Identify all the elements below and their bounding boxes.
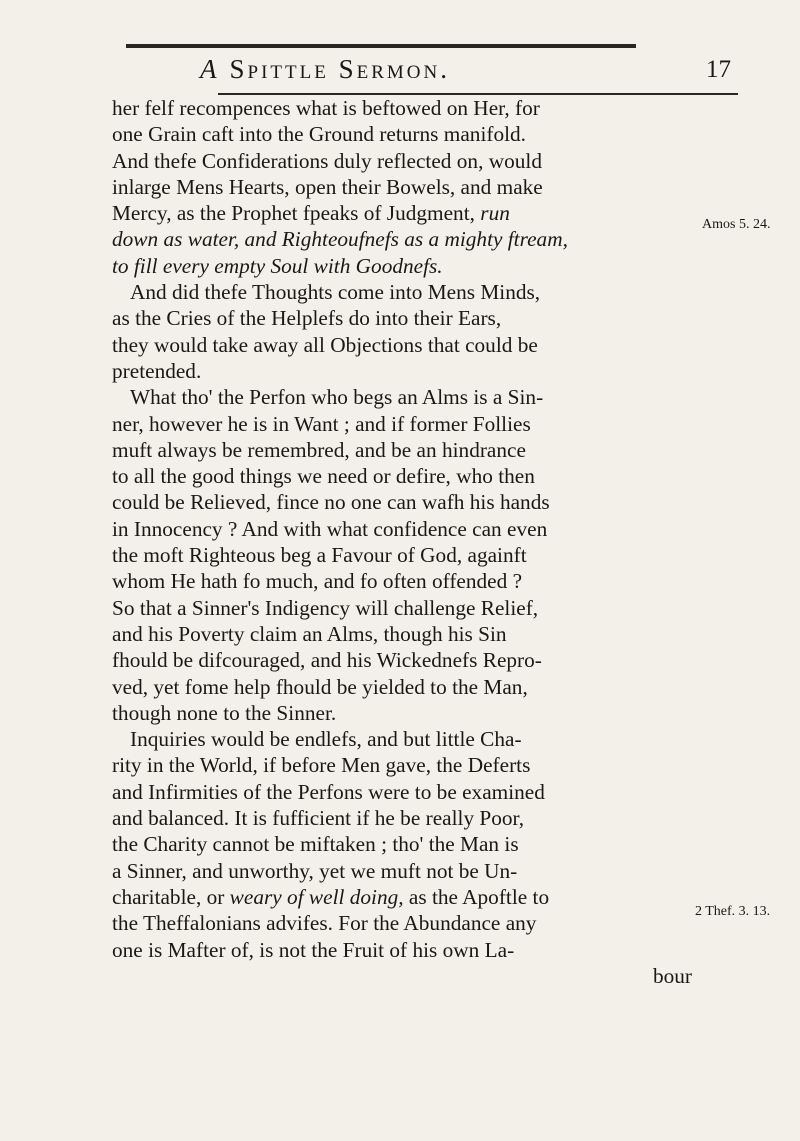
text-line: as the Cries of the Helplefs do into their Ears, (112, 306, 502, 331)
paragraph-start: And did thefe Thoughts come into Mens Minds, (130, 280, 541, 305)
top-rule (126, 44, 636, 48)
text-line: rity in the World, if before Men gave, the Deferts (112, 753, 531, 778)
running-header (200, 54, 740, 94)
text-line: one Grain caft into the Ground returns manifold. (112, 122, 526, 147)
text-line: inlarge Mens Hearts, open their Bowels, and make (112, 174, 543, 199)
paragraph-start: What tho' the Perfon who begs an Alms is a Sin- (130, 385, 544, 410)
scripture-quote: run (480, 201, 510, 226)
text-line: whom He hath fo much, and fo often offended ? (112, 569, 523, 594)
catchword: bour (652, 963, 692, 988)
text-line: the moft Righteous beg a Favour of God, againft (112, 543, 527, 568)
scripture-quote-line: to fill every empty Soul with Goodnefs. (112, 253, 443, 278)
scripture-quote: weary of well doing, (229, 884, 404, 909)
text-line: Mercy, as the Prophet fpeaks of Judgment, run (112, 201, 510, 226)
margin-reference-thessalonians: 2 Thef. 3. 13. (695, 904, 771, 919)
text-line: they would take away all Objections that could be (112, 332, 538, 357)
scripture-quote-line: down as water, and Righteoufnefs as a mighty ftream, (112, 227, 568, 252)
text-line: ved, yet fome help fhould be yielded to the Man, (112, 674, 528, 699)
text-line: to all the good things we need or defire, who then (112, 464, 535, 489)
text-line: her felf recompences what is beftowed on Her, for (112, 96, 540, 120)
text-line: ner, however he is in Want ; and if former Follies (112, 411, 531, 436)
paragraph-start: Inquiries would be endlefs, and but little Cha- (130, 727, 522, 752)
text-line: And thefe Confiderations duly reflected on, would (112, 148, 542, 173)
text-line: So that a Sinner's Indigency will challenge Relief, (112, 595, 539, 620)
text-line: pretended. (112, 358, 202, 383)
text-line: the Charity cannot be miftaken ; tho' the Man is (112, 832, 519, 857)
text-line: fhould be difcouraged, and his Wickednefs Repro- (112, 648, 542, 673)
text-line: and Infirmities of the Perfons were to be examined (112, 779, 545, 804)
text-line: could be Relieved, fince no one can wafh his hands (112, 490, 550, 515)
text-line: in Innocency ? And with what confidence can even (112, 516, 548, 541)
margin-reference-amos: Amos 5. 24. (702, 217, 771, 232)
text-line: one is Mafter of, is not the Fruit of his own La- (112, 937, 515, 962)
text-line: and his Poverty claim an Alms, though his Sin (112, 621, 507, 646)
text-line: and balanced. It is fufficient if he be really Poor, (112, 806, 525, 831)
text-line: though none to the Sinner. (112, 700, 337, 725)
text-line: charitable, or weary of well doing, as the Apoftle to (112, 884, 550, 909)
text-line: muft always be remembred, and be an hindrance (112, 437, 526, 462)
running-title: A Spittle Sermon. (200, 54, 450, 84)
sermon-text (112, 95, 732, 989)
text-line: the Theffalonians advifes. For the Abundance any (112, 911, 537, 936)
page-number: 17 (706, 56, 731, 83)
text-line: a Sinner, and unworthy, yet we muft not be Un- (112, 858, 518, 883)
